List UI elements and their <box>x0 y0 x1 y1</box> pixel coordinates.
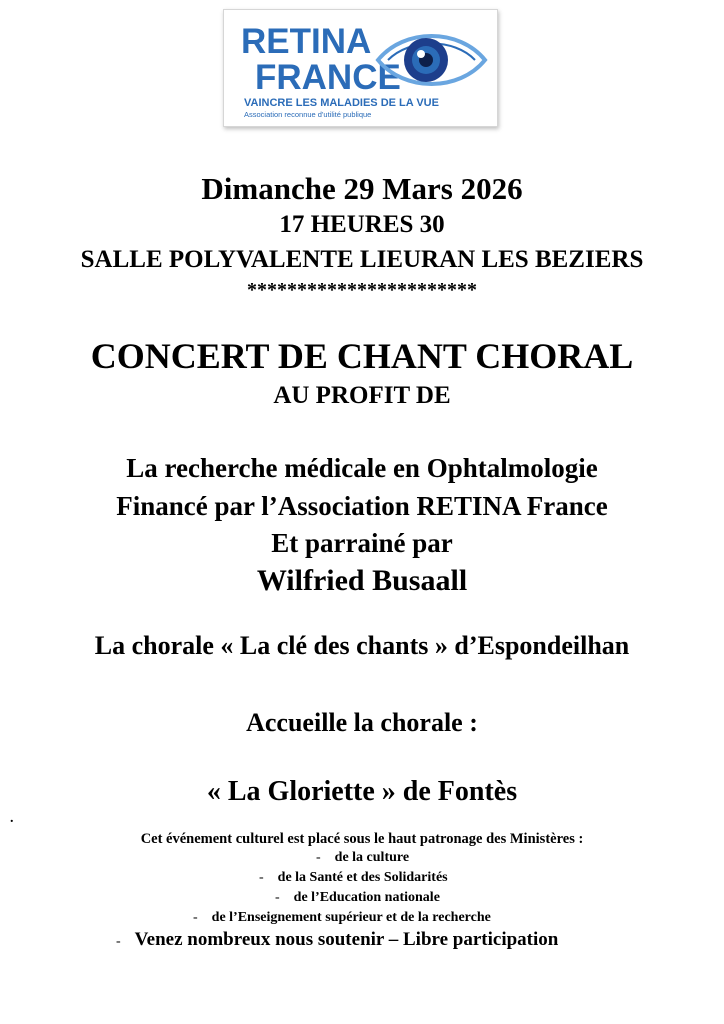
patronage-item: - de l’Enseignement supérieur et de la recherche <box>193 910 491 925</box>
patronage-item: - de la culture <box>316 850 410 865</box>
beneficiary-line-2: Financé par l’Association RETINA France <box>116 491 608 521</box>
eye-icon <box>374 20 489 100</box>
call-to-action: - Venez nombreux nous soutenir – Libre participation <box>116 929 558 953</box>
patronage-item: - de l’Education nationale <box>275 890 440 905</box>
patronage-item: - de la Santé et des Solidarités <box>259 870 448 885</box>
beneficiary-line-1: La recherche médicale en Ophtalmologie <box>126 453 598 483</box>
concert-subtitle: AU PROFIT DE <box>273 382 451 409</box>
dash-marker: - <box>316 850 321 865</box>
sponsor-name: Wilfried Busaall <box>256 564 468 597</box>
dash-marker: - <box>193 910 198 925</box>
logo-word-retina: RETINA <box>241 22 372 61</box>
separator: *********************** <box>247 279 477 301</box>
event-venue: SALLE POLYVALENTE LIEURAN LES BEZIERS <box>80 246 644 273</box>
retina-france-logo <box>223 9 498 127</box>
stray-dot: . <box>10 811 14 826</box>
concert-title: CONCERT DE CHANT CHORAL <box>90 336 634 376</box>
dash-marker: - <box>259 870 264 885</box>
logo-subline: Association reconnue d'utilité publique <box>244 110 372 119</box>
logo-tagline: VAINCRE LES MALADIES DE LA VUE <box>244 97 439 109</box>
event-time: 17 HEURES 30 <box>279 211 445 238</box>
logo-word-france: FRANCE <box>255 58 401 97</box>
dash-marker: - <box>275 890 280 905</box>
event-date: Dimanche 29 Mars 2026 <box>201 171 523 206</box>
guest-choir: « La Gloriette » de Fontès <box>206 776 518 807</box>
dash-marker: - <box>116 934 121 949</box>
beneficiary-line-3: Et parrainé par <box>271 528 453 558</box>
welcome-line: Accueille la chorale : <box>246 708 478 737</box>
patronage-intro: Cet événement culturel est placé sous le haut patronage des Ministères : <box>140 831 584 847</box>
host-choir: La chorale « La clé des chants » d’Espondeilhan <box>94 631 630 660</box>
